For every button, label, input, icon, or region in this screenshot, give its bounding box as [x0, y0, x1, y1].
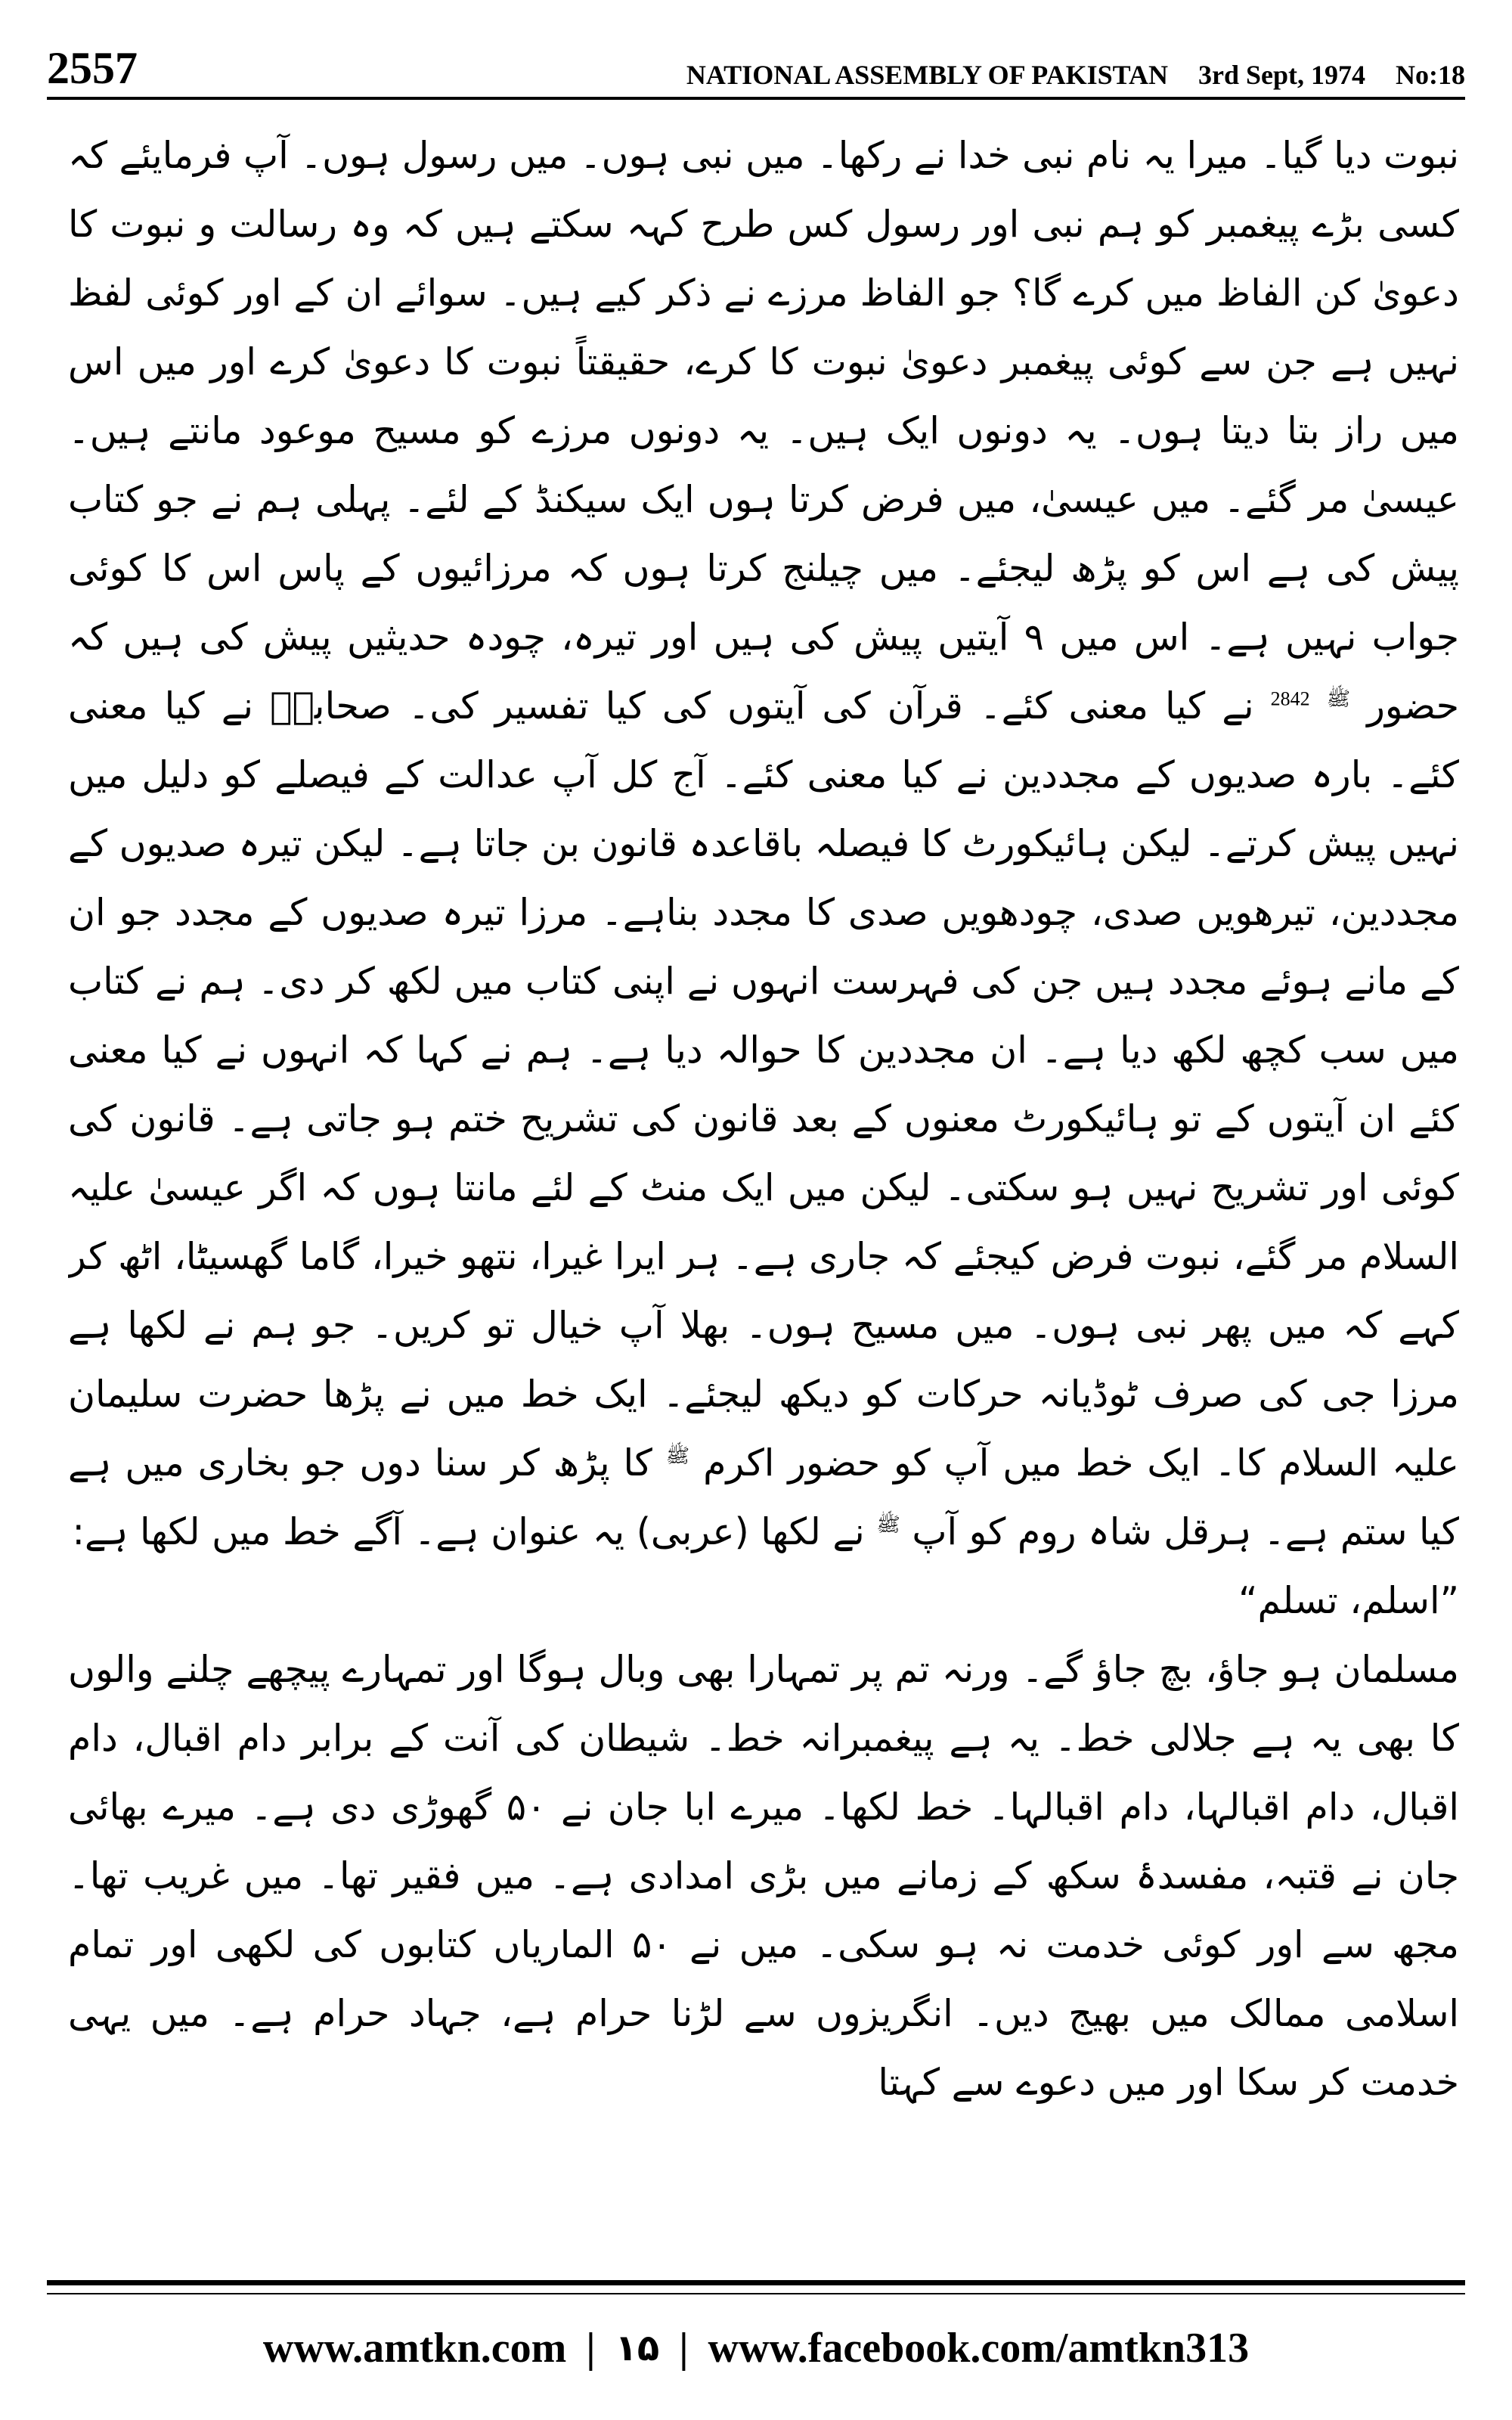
honorific-symbol: ﷺ [1326, 687, 1351, 711]
quotation: ”اسلم، تسلم“ [1238, 1579, 1459, 1622]
paragraph [68, 121, 1459, 1566]
footer-separator: | [679, 2325, 689, 2372]
text-run: نبوت دیا گیا۔ میرا یہ نام نبی خدا نے رکھا۔ میں نبی ہوں۔ میں رسول ہوں۔ آپ فرمایئے کہ کسی بڑے پیغمبر کو ہم نبی اور رسول کس طرح کہہ سکتے ہیں کہ وہ رسالت و نبوت کا دعویٰ کن الفاظ میں کرے گا؟ جو الفاظ مرزے نے ذکر کیے ہیں۔ سوائے ان کے اور کوئی لفظ نہیں ہے جن سے کوئی پیغمبر دعویٰ نبوت کا کرے، حقیقتاً نبوت کا دعویٰ کرے اور میں اس میں راز بتا دیتا ہوں۔ یہ دونوں ایک ہیں۔ یہ دونوں مرزے کو مسیح موعود مانتے ہیں۔ عیسیٰ مر گئے۔ میں عیسیٰ، میں فرض کرتا ہوں ایک سیکنڈ کے لئے۔ پہلی ہم نے جو کتاب پیش کی ہے اس کو پڑھ لیجئے۔ میں چیلنج کرتا ہوں کہ مرزائیوں کے پاس اس کا کوئی جواب نہیں ہے۔ اس میں ۹ آیتیں پیش کی ہیں اور تیرہ، چودہ حدیثیں پیش کی ہیں کہ حضور [68, 134, 1459, 728]
page-number: 2557 [47, 43, 138, 93]
document-body [68, 121, 1459, 2246]
paragraph: مسلمان ہو جاؤ، بچ جاؤ گے۔ ورنہ تم پر تمہارا بھی وبال ہوگا اور تمہارے پیچھے چلنے والوں کا بھی یہ ہے جلالی خط۔ یہ ہے پیغمبرانہ خط۔ شیطان کی آنت کے برابر دام اقبال، دام اقبال، دام اقبالہا، دام اقبالہا۔ خط لکھا۔ میرے ابا جان نے ۵۰ گھوڑی دی ہے۔ میرے بھائی جان نے قتبہ، مفسدۂ سکھ کے زمانے میں بڑی امدادی ہے۔ میں فقیر تھا۔ میں غریب تھا۔ مجھ سے اور کوئی خدمت نہ ہو سکی۔ میں نے ۵۰ الماریاں کتابوں کی لکھی اور تمام اسلامی ممالک میں بھیج دیں۔ انگریزوں سے لڑنا حرام ہے، جہاد حرام ہے۔ میں یہی خدمت کر سکا اور میں دعوے سے کہتا [68, 1648, 1459, 2104]
text-run: نے کیا معنی کئے۔ قرآن کی آیتوں کی کیا تفسیر کی۔ صحابہؓ نے کیا معنی کئے۔ بارہ صدیوں کے مجددین نے کیا معنی کئے۔ آج کل آپ عدالت کے فیصلے کو دلیل میں نہیں پیش کرتے۔ لیکن ہائیکورٹ کا فیصلہ باقاعدہ قانون بن جاتا ہے۔ لیکن تیرہ صدیوں کے مجددین، تیرھویں صدی، چودھویں صدی کا مجدد بناہے۔ مرزا تیرہ صدیوں کے مجدد جو ان کے مانے ہوئے مجدد ہیں جن کی فہرست انہوں نے اپنی کتاب میں لکھ کر دی۔ ہم نے کتاب میں سب کچھ لکھ دیا ہے۔ ان مجددین کا حوالہ دیا ہے۔ ہم نے کہا کہ انہوں نے کیا معنی کئے ان آیتوں کے تو ہائیکورٹ معنوں کے بعد قانون کی تشریح ختم ہو جاتی ہے۔ قانون کی کوئی اور تشریح نہیں ہو سکتی۔ لیکن میں ایک منٹ کے لئے مانتا ہوں کہ اگر عیسیٰ علیہ السلام مر گئے، نبوت فرض کیجئے کہ جاری ہے۔ ہر ایرا غیرا، نتھو خیرا، گاما گھسیٹا، اٹھ کر کہے کہ میں پھر نبی ہوں۔ میں مسیح ہوں۔ بھلا آپ خیال تو کریں۔ جو ہم نے لکھا ہے مرزا جی کی صرف ٹوڈیانہ حرکات کو دیکھ لیجئے۔ ایک خط میں نے پڑھا حضرت سلیمان علیہ السلام کا۔ ایک خط میں آپ کو حضور اکرم [68, 684, 1459, 1485]
footer-divider [47, 2280, 1465, 2285]
website-link[interactable]: www.amtkn.com [262, 2325, 567, 2372]
text-run: نے لکھا (عربی) یہ عنوان ہے۔ آگے خط میں لکھا ہے: [72, 1510, 865, 1553]
footer-separator: | [586, 2325, 596, 2372]
session-date: 3rd Sept, 1974 [1198, 60, 1365, 90]
text-run: کا پڑھ کر سنا دوں جو بخاری میں ہے کیا ستم ہے۔ ہرقل شاہ روم کو آپ [68, 1441, 1459, 1553]
honorific-symbol: ﷺ [665, 1444, 690, 1468]
footer-divider-thin [47, 2293, 1465, 2294]
header-info [686, 59, 1465, 91]
honorific-symbol: ﷺ [876, 1513, 900, 1537]
footer-page-number: ۱۵ [615, 2327, 660, 2369]
page-header [47, 30, 1465, 100]
issue-number: No:18 [1396, 60, 1465, 90]
facebook-link[interactable]: www.facebook.com/amtkn313 [708, 2325, 1250, 2372]
publication-title: NATIONAL ASSEMBLY OF PAKISTAN [686, 60, 1168, 90]
page-footer [47, 2314, 1465, 2382]
reference-number: 2842 [1270, 687, 1310, 710]
